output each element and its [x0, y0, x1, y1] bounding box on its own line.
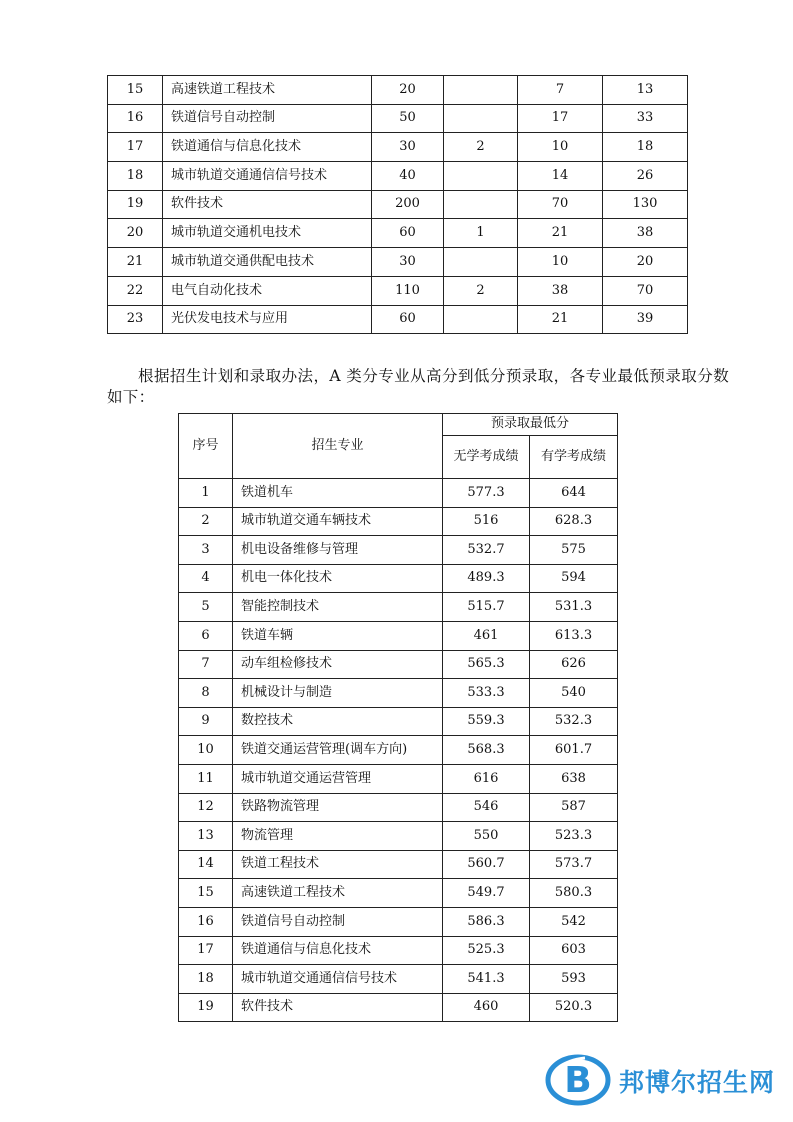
cell-major: 铁道信号自动控制: [163, 104, 372, 133]
cell-score-no-exam: 546: [443, 793, 530, 822]
cell-count-a: 38: [518, 276, 603, 305]
cell-seq: 14: [179, 850, 233, 879]
cell-major: 城市轨道交通机电技术: [163, 219, 372, 248]
cell-score-no-exam: 525.3: [443, 936, 530, 965]
score-table-header: [179, 414, 618, 479]
cell-special: [444, 248, 518, 277]
cell-major: 高速铁道工程技术: [233, 879, 443, 908]
cell-seq: 9: [179, 707, 233, 736]
cell-count-b: 130: [603, 190, 688, 219]
cell-major: 铁道车辆: [233, 621, 443, 650]
cell-seq: 7: [179, 650, 233, 679]
table-row: [179, 907, 618, 936]
table-row: [179, 679, 618, 708]
cell-major: 智能控制技术: [233, 593, 443, 622]
table-row: [108, 305, 688, 334]
cell-major: 城市轨道交通运营管理: [233, 764, 443, 793]
cell-plan: 30: [372, 248, 444, 277]
cell-score-with-exam: 638: [530, 764, 618, 793]
cell-seq: 23: [108, 305, 163, 334]
cell-major: 城市轨道交通车辆技术: [233, 507, 443, 536]
score-table-body: [179, 479, 618, 1022]
cell-seq: 16: [179, 907, 233, 936]
cell-score-no-exam: 533.3: [443, 679, 530, 708]
cell-score-with-exam: 542: [530, 907, 618, 936]
cell-score-with-exam: 628.3: [530, 507, 618, 536]
cell-major: 光伏发电技术与应用: [163, 305, 372, 334]
cell-special: [444, 305, 518, 334]
cell-seq: 15: [108, 76, 163, 105]
cell-seq: 17: [108, 133, 163, 162]
cell-count-b: 33: [603, 104, 688, 133]
cell-major: 软件技术: [233, 993, 443, 1022]
cell-seq: 12: [179, 793, 233, 822]
intro-paragraph: 根据招生计划和录取办法，A 类分专业从高分到低分预录取，各专业最低预录取分数如下：: [107, 367, 729, 406]
cell-major: 机电一体化技术: [233, 564, 443, 593]
cell-score-with-exam: 540: [530, 679, 618, 708]
cell-plan: 110: [372, 276, 444, 305]
header-with-exam-score: 有学考成绩: [530, 436, 618, 479]
table-row: [108, 104, 688, 133]
logo-b-icon: [545, 1052, 615, 1108]
table-row: [179, 850, 618, 879]
cell-score-with-exam: 531.3: [530, 593, 618, 622]
cell-plan: 40: [372, 162, 444, 191]
cell-major: 城市轨道交通通信信号技术: [233, 965, 443, 994]
table-row: [179, 822, 618, 851]
cell-special: [444, 76, 518, 105]
cell-count-b: 26: [603, 162, 688, 191]
table-row: [179, 479, 618, 508]
cell-special: 1: [444, 219, 518, 248]
cell-major: 铁道交通运营管理(调车方向): [233, 736, 443, 765]
cell-score-no-exam: 565.3: [443, 650, 530, 679]
cell-count-a: 21: [518, 305, 603, 334]
cell-major: 电气自动化技术: [163, 276, 372, 305]
quota-table-body: [108, 76, 688, 334]
cell-seq: 16: [108, 104, 163, 133]
cell-count-b: 39: [603, 305, 688, 334]
cell-seq: 5: [179, 593, 233, 622]
cell-seq: 18: [179, 965, 233, 994]
cell-count-a: 10: [518, 248, 603, 277]
cell-score-no-exam: 586.3: [443, 907, 530, 936]
cell-score-no-exam: 549.7: [443, 879, 530, 908]
cell-score-with-exam: 580.3: [530, 879, 618, 908]
cell-seq: 6: [179, 621, 233, 650]
cell-score-no-exam: 516: [443, 507, 530, 536]
table-row: [179, 793, 618, 822]
cell-score-with-exam: 593: [530, 965, 618, 994]
header-seq: 序号: [179, 414, 233, 479]
cell-count-b: 13: [603, 76, 688, 105]
cell-score-with-exam: 575: [530, 536, 618, 565]
cell-count-a: 17: [518, 104, 603, 133]
cell-major: 软件技术: [163, 190, 372, 219]
cell-seq: 10: [179, 736, 233, 765]
cell-score-no-exam: 568.3: [443, 736, 530, 765]
cell-seq: 19: [108, 190, 163, 219]
cell-major: 机电设备维修与管理: [233, 536, 443, 565]
header-min-score-group: 预录取最低分: [443, 414, 618, 436]
cell-score-no-exam: 616: [443, 764, 530, 793]
cell-special: 2: [444, 276, 518, 305]
cell-score-no-exam: 460: [443, 993, 530, 1022]
cell-score-with-exam: 603: [530, 936, 618, 965]
table-row: [179, 536, 618, 565]
table-row: [179, 764, 618, 793]
table-row: [179, 879, 618, 908]
cell-major: 动车组检修技术: [233, 650, 443, 679]
table-row: [179, 965, 618, 994]
site-logo: [545, 1052, 785, 1112]
cell-major: 铁道通信与信息化技术: [163, 133, 372, 162]
cell-plan: 200: [372, 190, 444, 219]
cell-score-with-exam: 520.3: [530, 993, 618, 1022]
table-row: [179, 707, 618, 736]
cell-plan: 20: [372, 76, 444, 105]
cell-score-no-exam: 532.7: [443, 536, 530, 565]
table-row: [179, 564, 618, 593]
cell-seq: 22: [108, 276, 163, 305]
cell-plan: 60: [372, 219, 444, 248]
cell-score-no-exam: 461: [443, 621, 530, 650]
cell-seq: 2: [179, 507, 233, 536]
header-major: 招生专业: [233, 414, 443, 479]
table-row: [108, 219, 688, 248]
cell-count-b: 70: [603, 276, 688, 305]
cell-special: [444, 104, 518, 133]
table-row: [179, 650, 618, 679]
cell-major: 数控技术: [233, 707, 443, 736]
cell-plan: 50: [372, 104, 444, 133]
cell-count-a: 14: [518, 162, 603, 191]
cell-seq: 15: [179, 879, 233, 908]
cell-count-a: 10: [518, 133, 603, 162]
table-row: [108, 248, 688, 277]
logo-letter: B: [564, 1060, 592, 1101]
cell-major: 物流管理: [233, 822, 443, 851]
cell-score-with-exam: 587: [530, 793, 618, 822]
cell-score-no-exam: 489.3: [443, 564, 530, 593]
cell-major: 机械设计与制造: [233, 679, 443, 708]
cell-score-with-exam: 594: [530, 564, 618, 593]
cell-seq: 20: [108, 219, 163, 248]
cell-score-with-exam: 573.7: [530, 850, 618, 879]
cell-major: 城市轨道交通供配电技术: [163, 248, 372, 277]
header-no-exam-score: 无学考成绩: [443, 436, 530, 479]
table-row: [179, 593, 618, 622]
score-table: [178, 413, 618, 1022]
table-row: [179, 507, 618, 536]
cell-special: [444, 190, 518, 219]
cell-seq: 1: [179, 479, 233, 508]
cell-count-b: 20: [603, 248, 688, 277]
cell-seq: 8: [179, 679, 233, 708]
cell-special: [444, 162, 518, 191]
cell-major: 铁路物流管理: [233, 793, 443, 822]
cell-score-with-exam: 613.3: [530, 621, 618, 650]
cell-major: 铁道机车: [233, 479, 443, 508]
cell-count-b: 18: [603, 133, 688, 162]
cell-score-with-exam: 601.7: [530, 736, 618, 765]
cell-score-no-exam: 550: [443, 822, 530, 851]
cell-count-a: 21: [518, 219, 603, 248]
cell-major: 高速铁道工程技术: [163, 76, 372, 105]
quota-table: [107, 75, 688, 334]
cell-score-no-exam: 559.3: [443, 707, 530, 736]
table-row: [179, 993, 618, 1022]
cell-score-no-exam: 560.7: [443, 850, 530, 879]
cell-plan: 30: [372, 133, 444, 162]
cell-score-with-exam: 644: [530, 479, 618, 508]
logo-text: 邦博尔招生网: [619, 1068, 776, 1097]
cell-major: 城市轨道交通通信信号技术: [163, 162, 372, 191]
table-row: [108, 76, 688, 105]
cell-major: 铁道信号自动控制: [233, 907, 443, 936]
table-row: [108, 133, 688, 162]
cell-score-no-exam: 577.3: [443, 479, 530, 508]
table-row: [108, 190, 688, 219]
cell-score-with-exam: 532.3: [530, 707, 618, 736]
cell-seq: 3: [179, 536, 233, 565]
table-row: [179, 936, 618, 965]
cell-count-a: 70: [518, 190, 603, 219]
table-row: [179, 736, 618, 765]
cell-seq: 18: [108, 162, 163, 191]
cell-seq: 19: [179, 993, 233, 1022]
cell-score-no-exam: 541.3: [443, 965, 530, 994]
cell-major: 铁道工程技术: [233, 850, 443, 879]
cell-score-with-exam: 523.3: [530, 822, 618, 851]
cell-count-a: 7: [518, 76, 603, 105]
table-row: [179, 621, 618, 650]
cell-major: 铁道通信与信息化技术: [233, 936, 443, 965]
cell-count-b: 38: [603, 219, 688, 248]
cell-seq: 11: [179, 764, 233, 793]
cell-seq: 13: [179, 822, 233, 851]
cell-score-no-exam: 515.7: [443, 593, 530, 622]
table-row: [108, 276, 688, 305]
cell-seq: 17: [179, 936, 233, 965]
cell-score-with-exam: 626: [530, 650, 618, 679]
cell-seq: 4: [179, 564, 233, 593]
table-row: [108, 162, 688, 191]
cell-special: 2: [444, 133, 518, 162]
cell-plan: 60: [372, 305, 444, 334]
cell-seq: 21: [108, 248, 163, 277]
